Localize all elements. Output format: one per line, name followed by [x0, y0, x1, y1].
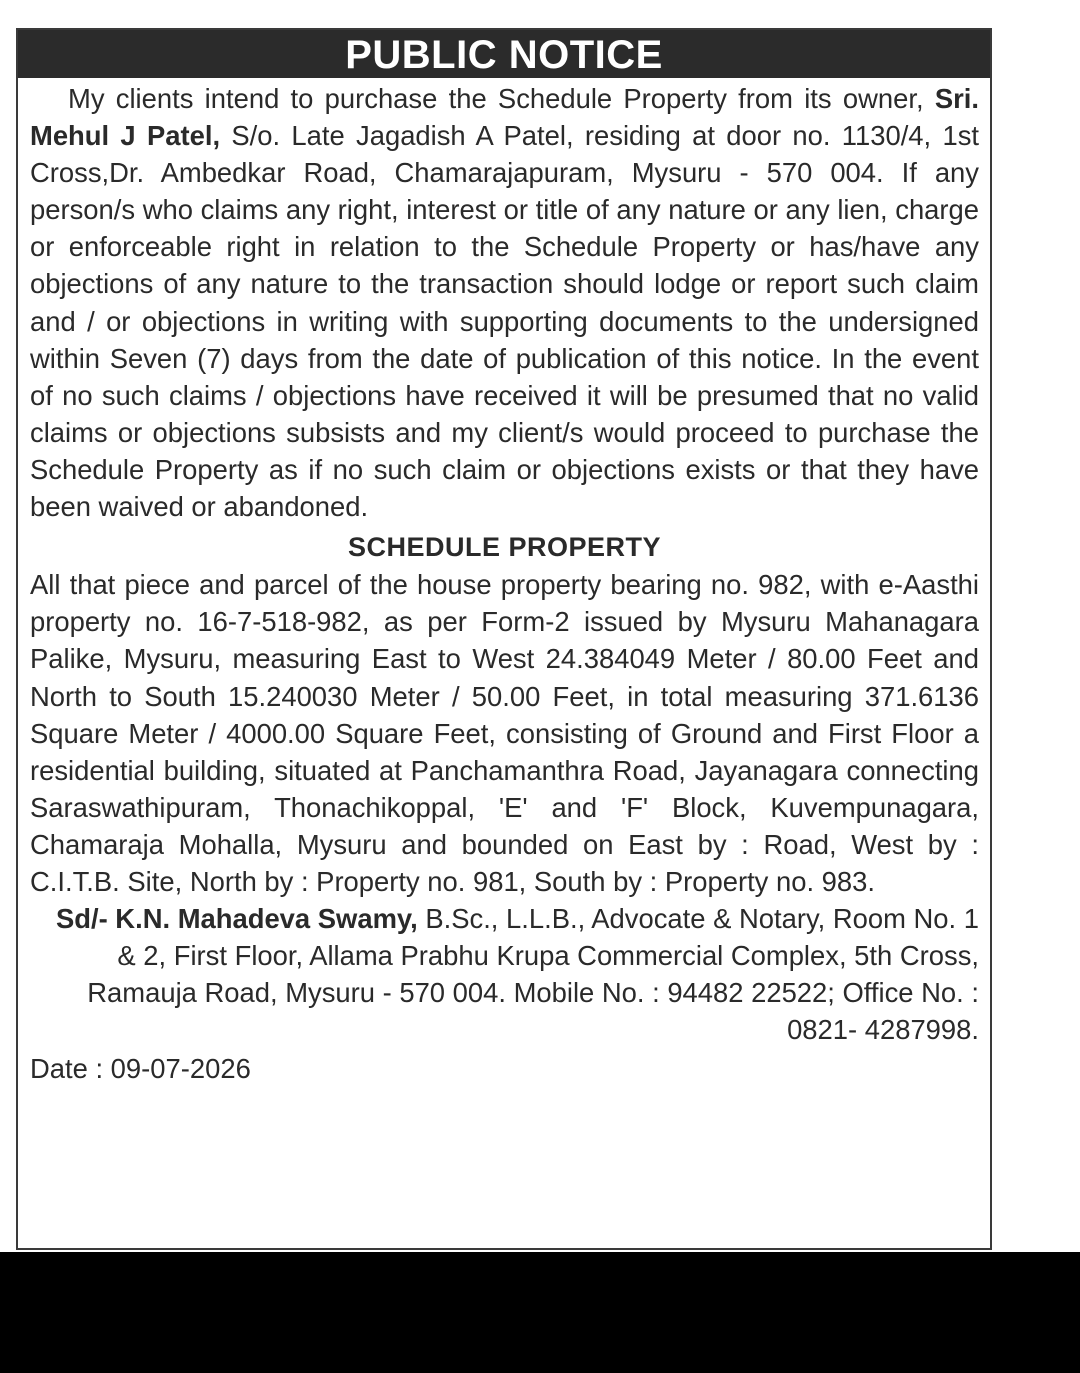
notice-title: PUBLIC NOTICE [18, 30, 990, 78]
signatory-name: Sd/- K.N. Mahadeva Swamy, [55, 903, 418, 935]
signatory-details: B.Sc., L.L.B., Advocate & Notary, Room No. 1 & 2, First Floor, Allama Prabhu Krupa Commercial Complex, 5th Cross, Ramauja Road, Mysuru - 570 004. Mobile No. : 94482 22522; Office No. : 0821- 4287998. [87, 903, 979, 1046]
bottom-black-band [0, 1252, 1080, 1373]
schedule-description: All that piece and parcel of the house property bearing no. 982, with e-Aasthi property no. 16-7-518-982, as per Form-2 issued by Mysuru Mahanagara Palike, Mysuru, measuring East to West 24.384049 Meter / 80.00 Feet and North to South 15.240030 Meter / 50.00 Feet, in total measuring 371.6136 Square Meter / 4000.00 Square Feet, consisting of Ground and First Floor a residential building, situated at Panchamanthra Road, Jayanagara connecting Saraswathipuram, Thonachikoppal, 'E' and 'F' Block, Kuvempunagara, Chamaraja Mohalla, Mysuru and bounded on East by : Road, West by : C.I.T.B. Site, North by : Property no. 981, South by : Property no. 983. [30, 569, 979, 897]
notice-date: Date : 09-07-2026 [30, 1053, 251, 1085]
schedule-heading: SCHEDULE PROPERTY [347, 532, 662, 563]
intro-lead: My clients intend to purchase the Schedule Property from its owner, [68, 83, 935, 114]
intro-paragraph [30, 80, 979, 525]
right-margin [1000, 0, 1080, 1252]
owner-name: Sri. Mehul J Patel, [30, 83, 979, 152]
notice-content [18, 78, 990, 1088]
public-notice-box [16, 28, 992, 1250]
signature-block [30, 900, 979, 1048]
intro-rest: S/o. Late Jagadish A Patel, residing at door no. 1130/4, 1st Cross,Dr. Ambedkar Road, Chamarajapuram, Mysuru - 570 004. If any person/s who claims any right, interest or title of any nature or any lien, charge or enforceable right in relation to the Schedule Property or has/have any objections of any nature to the transaction should lodge or report such claim and / or objections in writing with supporting documents to the undersigned within Seven (7) days from the date of publication of this notice. In the event of no such claims / objections have received it will be presumed that no valid claims or objections subsists and my client/s would proceed to purchase the Schedule Property as if no such claim or objections exists or that they have been waived or abandoned. [30, 120, 979, 523]
